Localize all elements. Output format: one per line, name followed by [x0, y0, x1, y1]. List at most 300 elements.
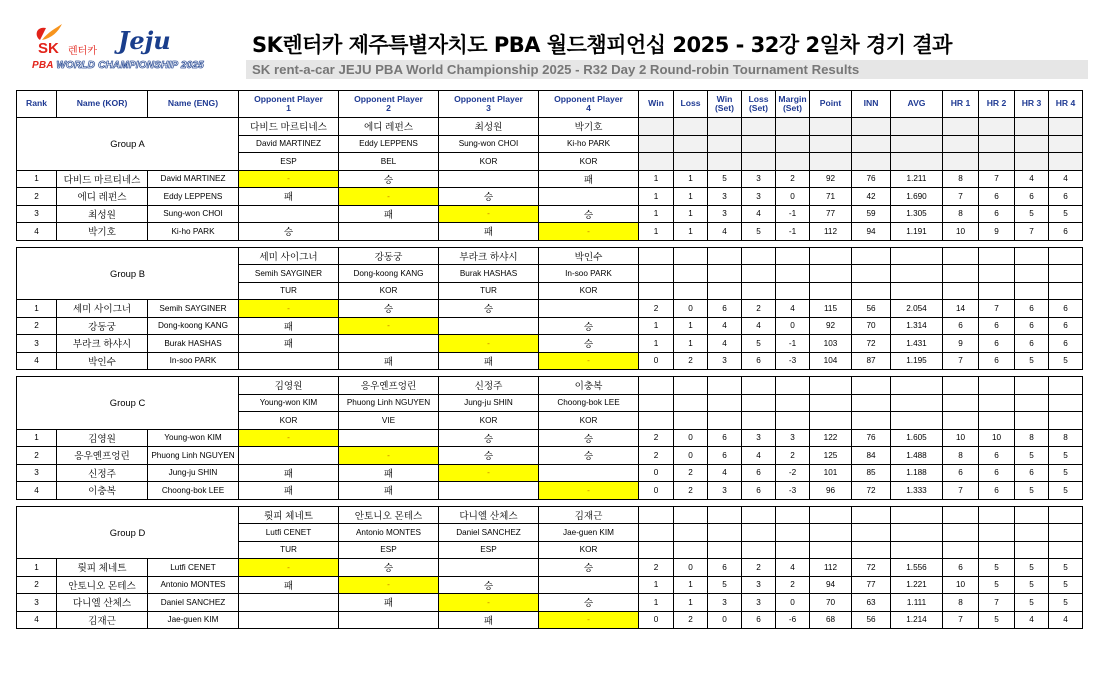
empty-cell	[852, 135, 891, 153]
player-name-kor: 박기호	[57, 223, 148, 241]
table-row	[17, 205, 1083, 223]
loss-set-cell: 3	[742, 170, 776, 188]
match-result	[439, 170, 539, 188]
hr4-cell: 6	[1049, 317, 1083, 335]
header-point: Point	[810, 91, 852, 118]
table-row	[17, 335, 1083, 353]
empty-cell	[891, 377, 943, 395]
opponent-opp-nat: KOR	[539, 412, 639, 430]
empty-cell	[708, 265, 742, 283]
empty-cell	[776, 282, 810, 300]
hr3-cell: 5	[1015, 447, 1049, 465]
rank-cell: 4	[17, 223, 57, 241]
rank-cell: 3	[17, 594, 57, 612]
loss-cell: 1	[674, 335, 708, 353]
loss-set-cell: 2	[742, 559, 776, 577]
opponent-opp-kor: 최성원	[439, 118, 539, 136]
empty-cell	[810, 247, 852, 265]
match-result	[439, 317, 539, 335]
win-set-cell: 4	[708, 223, 742, 241]
opponent-opp-eng: Jung-ju SHIN	[439, 394, 539, 412]
empty-cell	[742, 377, 776, 395]
player-name-kor: 김영원	[57, 429, 148, 447]
rank-cell: 4	[17, 352, 57, 370]
loss-set-cell: 3	[742, 429, 776, 447]
hr3-cell: 5	[1015, 594, 1049, 612]
opponent-opp-kor: 응우옌프엉린	[339, 377, 439, 395]
loss-cell: 0	[674, 559, 708, 577]
rank-cell: 1	[17, 170, 57, 188]
loss-cell: 0	[674, 300, 708, 318]
empty-cell	[708, 394, 742, 412]
loss-set-cell: 5	[742, 223, 776, 241]
empty-cell	[708, 377, 742, 395]
rank-cell: 2	[17, 188, 57, 206]
hr2-cell: 6	[979, 317, 1015, 335]
empty-cell	[776, 118, 810, 136]
margin-cell: 0	[776, 188, 810, 206]
empty-cell	[891, 541, 943, 559]
hr2-cell: 6	[979, 447, 1015, 465]
hr1-cell: 6	[943, 317, 979, 335]
player-name-eng: In-soo PARK	[148, 352, 239, 370]
empty-cell	[639, 541, 674, 559]
win-set-cell: 5	[708, 576, 742, 594]
loss-cell: 0	[674, 429, 708, 447]
match-result: 승	[439, 188, 539, 206]
hr3-cell: 5	[1015, 559, 1049, 577]
hr2-cell: 6	[979, 335, 1015, 353]
opponent-opp-nat: KOR	[539, 541, 639, 559]
empty-cell	[776, 377, 810, 395]
loss-set-cell: 4	[742, 447, 776, 465]
hr3-cell: 7	[1015, 223, 1049, 241]
inn-cell: 85	[852, 464, 891, 482]
opponent-opp-kor: 이충복	[539, 377, 639, 395]
win-set-cell: 4	[708, 317, 742, 335]
player-name-kor: 응우옌프엉린	[57, 447, 148, 465]
hr2-cell: 6	[979, 205, 1015, 223]
player-name-kor: 부라크 하샤시	[57, 335, 148, 353]
win-cell: 2	[639, 429, 674, 447]
empty-cell	[891, 247, 943, 265]
loss-cell: 2	[674, 464, 708, 482]
player-name-eng: Burak HASHAS	[148, 335, 239, 353]
match-result: 패	[239, 576, 339, 594]
empty-cell	[891, 394, 943, 412]
empty-cell	[708, 118, 742, 136]
point-cell: 122	[810, 429, 852, 447]
win-cell: 1	[639, 223, 674, 241]
opponent-opp-nat: KOR	[439, 412, 539, 430]
loss-cell: 1	[674, 576, 708, 594]
loss-cell: 1	[674, 317, 708, 335]
loss-cell: 2	[674, 482, 708, 500]
empty-cell	[708, 412, 742, 430]
header-loss: Loss	[674, 91, 708, 118]
opponent-opp-eng: Burak HASHAS	[439, 265, 539, 283]
hr3-cell: 6	[1015, 188, 1049, 206]
point-cell: 92	[810, 170, 852, 188]
empty-cell	[943, 247, 979, 265]
loss-set-cell: 6	[742, 482, 776, 500]
empty-cell	[674, 135, 708, 153]
logo-rent: 렌터카	[68, 46, 97, 57]
empty-cell	[639, 506, 674, 524]
rank-cell: 4	[17, 482, 57, 500]
empty-cell	[891, 265, 943, 283]
loss-set-cell: 4	[742, 205, 776, 223]
match-result	[539, 300, 639, 318]
inn-cell: 87	[852, 352, 891, 370]
header-hr3: HR 3	[1015, 91, 1049, 118]
empty-cell	[810, 135, 852, 153]
match-result	[339, 429, 439, 447]
point-cell: 77	[810, 205, 852, 223]
empty-cell	[1049, 524, 1083, 542]
empty-cell	[776, 394, 810, 412]
group-label: Group C	[17, 377, 239, 430]
inn-cell: 72	[852, 559, 891, 577]
empty-cell	[674, 247, 708, 265]
hr3-cell: 8	[1015, 429, 1049, 447]
empty-cell	[810, 118, 852, 136]
opponent-opp-nat: TUR	[239, 282, 339, 300]
player-name-eng: Young-won KIM	[148, 429, 239, 447]
opponent-opp-eng: Ki-ho PARK	[539, 135, 639, 153]
match-result: -	[339, 317, 439, 335]
avg-cell: 1.305	[891, 205, 943, 223]
table-row	[17, 482, 1083, 500]
match-result: 패	[439, 223, 539, 241]
empty-cell	[776, 506, 810, 524]
opponent-opp-kor: 륏피 체네트	[239, 506, 339, 524]
table-row	[17, 352, 1083, 370]
rank-cell: 1	[17, 300, 57, 318]
header-win-set: Win (Set)	[708, 91, 742, 118]
margin-cell: 2	[776, 170, 810, 188]
header-win: Win	[639, 91, 674, 118]
header-hr1: HR 1	[943, 91, 979, 118]
opponent-opp-eng: David MARTINEZ	[239, 135, 339, 153]
empty-cell	[943, 135, 979, 153]
empty-cell	[639, 412, 674, 430]
group-opponent-row	[17, 377, 1083, 395]
empty-cell	[708, 247, 742, 265]
match-result: -	[439, 594, 539, 612]
win-set-cell: 3	[708, 205, 742, 223]
opponent-opp-eng: Young-won KIM	[239, 394, 339, 412]
empty-cell	[810, 541, 852, 559]
win-cell: 2	[639, 447, 674, 465]
match-result: 패	[239, 464, 339, 482]
empty-cell	[1049, 394, 1083, 412]
table-row	[17, 223, 1083, 241]
empty-cell	[674, 412, 708, 430]
empty-cell	[852, 282, 891, 300]
player-name-kor: 세미 사이그너	[57, 300, 148, 318]
point-cell: 125	[810, 447, 852, 465]
win-cell: 0	[639, 464, 674, 482]
match-result: 승	[539, 429, 639, 447]
player-name-eng: Semih SAYGINER	[148, 300, 239, 318]
loss-set-cell: 3	[742, 576, 776, 594]
inn-cell: 70	[852, 317, 891, 335]
player-name-kor: 이충복	[57, 482, 148, 500]
rank-cell: 1	[17, 559, 57, 577]
empty-cell	[742, 506, 776, 524]
empty-cell	[674, 265, 708, 283]
empty-cell	[943, 506, 979, 524]
header-name-kor: Name (KOR)	[57, 91, 148, 118]
player-name-kor: 김재근	[57, 611, 148, 629]
table-row	[17, 188, 1083, 206]
empty-cell	[776, 153, 810, 171]
empty-cell	[1049, 247, 1083, 265]
hr4-cell: 5	[1049, 464, 1083, 482]
empty-cell	[810, 524, 852, 542]
loss-set-cell: 6	[742, 464, 776, 482]
loss-cell: 1	[674, 188, 708, 206]
empty-cell	[742, 412, 776, 430]
rank-cell: 2	[17, 576, 57, 594]
empty-cell	[1049, 412, 1083, 430]
match-result: -	[539, 223, 639, 241]
margin-cell: 2	[776, 576, 810, 594]
header-loss-set: Loss (Set)	[742, 91, 776, 118]
empty-cell	[639, 135, 674, 153]
empty-cell	[1049, 153, 1083, 171]
hr3-cell: 4	[1015, 170, 1049, 188]
match-result: 패	[239, 482, 339, 500]
match-result	[239, 352, 339, 370]
margin-cell: 4	[776, 300, 810, 318]
win-cell: 1	[639, 594, 674, 612]
opponent-opp-eng: Antonio MONTES	[339, 524, 439, 542]
inn-cell: 72	[852, 335, 891, 353]
avg-cell: 1.211	[891, 170, 943, 188]
rank-cell: 3	[17, 464, 57, 482]
hr4-cell: 6	[1049, 188, 1083, 206]
empty-cell	[1015, 282, 1049, 300]
empty-cell	[891, 135, 943, 153]
match-result: 승	[339, 170, 439, 188]
match-result: 승	[339, 300, 439, 318]
hr2-cell: 7	[979, 170, 1015, 188]
empty-cell	[639, 247, 674, 265]
logo-sk: SK	[38, 40, 59, 57]
opponent-opp-nat: ESP	[339, 541, 439, 559]
match-result: 패	[339, 482, 439, 500]
rank-cell: 3	[17, 335, 57, 353]
opponent-opp-nat: KOR	[539, 282, 639, 300]
empty-cell	[979, 282, 1015, 300]
point-cell: 115	[810, 300, 852, 318]
hr3-cell: 5	[1015, 205, 1049, 223]
avg-cell: 1.221	[891, 576, 943, 594]
match-result: 패	[339, 205, 439, 223]
empty-cell	[1049, 541, 1083, 559]
empty-cell	[979, 412, 1015, 430]
avg-cell: 1.188	[891, 464, 943, 482]
opponent-opp-eng: Dong-koong KANG	[339, 265, 439, 283]
match-result	[239, 611, 339, 629]
rank-cell: 1	[17, 429, 57, 447]
header-opp3: Opponent Player 3	[439, 91, 539, 118]
match-result: 승	[539, 335, 639, 353]
logo-pba-wc: PBA WORLD CHAMPIONSHIP 2025	[32, 60, 204, 71]
win-set-cell: 5	[708, 170, 742, 188]
empty-cell	[943, 118, 979, 136]
empty-cell	[742, 394, 776, 412]
empty-cell	[776, 265, 810, 283]
win-cell: 1	[639, 335, 674, 353]
hr2-cell: 5	[979, 576, 1015, 594]
hr1-cell: 8	[943, 205, 979, 223]
table-row	[17, 300, 1083, 318]
empty-cell	[852, 541, 891, 559]
hr1-cell: 7	[943, 611, 979, 629]
margin-cell: -3	[776, 482, 810, 500]
empty-cell	[708, 524, 742, 542]
player-name-kor: 안토니오 몬테스	[57, 576, 148, 594]
empty-cell	[1015, 247, 1049, 265]
header-rank: Rank	[17, 91, 57, 118]
opponent-opp-eng: Eddy LEPPENS	[339, 135, 439, 153]
opponent-opp-kor: 다비드 마르티네스	[239, 118, 339, 136]
page-subtitle: SK rent-a-car JEJU PBA World Championship 2025 - R32 Day 2 Round-robin Tournament Results	[246, 60, 1088, 79]
hr1-cell: 7	[943, 482, 979, 500]
hr1-cell: 10	[943, 429, 979, 447]
empty-cell	[674, 506, 708, 524]
hr2-cell: 6	[979, 352, 1015, 370]
player-name-eng: Choong-bok LEE	[148, 482, 239, 500]
match-result: 승	[439, 429, 539, 447]
margin-cell: -1	[776, 335, 810, 353]
match-result	[439, 559, 539, 577]
match-result: 패	[339, 464, 439, 482]
match-result: 패	[439, 352, 539, 370]
empty-cell	[708, 135, 742, 153]
empty-cell	[979, 118, 1015, 136]
player-name-eng: Jung-ju SHIN	[148, 464, 239, 482]
hr4-cell: 5	[1049, 559, 1083, 577]
hr4-cell: 5	[1049, 352, 1083, 370]
match-result	[339, 223, 439, 241]
match-result	[239, 447, 339, 465]
inn-cell: 94	[852, 223, 891, 241]
match-result: -	[539, 352, 639, 370]
hr2-cell: 6	[979, 482, 1015, 500]
page-title: SK렌터카 제주특별자치도 PBA 월드챔피언십 2025 - 32강 2일차 경기 결과	[252, 33, 952, 57]
table-row	[17, 447, 1083, 465]
empty-cell	[852, 506, 891, 524]
empty-cell	[979, 377, 1015, 395]
win-set-cell: 3	[708, 594, 742, 612]
hr1-cell: 10	[943, 576, 979, 594]
hr2-cell: 5	[979, 559, 1015, 577]
avg-cell: 1.556	[891, 559, 943, 577]
hr3-cell: 5	[1015, 576, 1049, 594]
player-name-eng: Sung-won CHOI	[148, 205, 239, 223]
table-row	[17, 429, 1083, 447]
win-cell: 1	[639, 170, 674, 188]
empty-cell	[1015, 118, 1049, 136]
win-set-cell: 4	[708, 464, 742, 482]
match-result	[239, 205, 339, 223]
empty-cell	[639, 394, 674, 412]
player-name-eng: David MARTINEZ	[148, 170, 239, 188]
rank-cell: 3	[17, 205, 57, 223]
empty-cell	[852, 394, 891, 412]
margin-cell: -6	[776, 611, 810, 629]
opponent-opp-eng: Sung-won CHOI	[439, 135, 539, 153]
hr4-cell: 5	[1049, 447, 1083, 465]
empty-cell	[979, 265, 1015, 283]
match-result: 승	[539, 447, 639, 465]
margin-cell: 0	[776, 594, 810, 612]
empty-cell	[639, 118, 674, 136]
avg-cell: 1.431	[891, 335, 943, 353]
player-name-eng: Antonio MONTES	[148, 576, 239, 594]
avg-cell: 1.314	[891, 317, 943, 335]
opponent-opp-kor: 박인수	[539, 247, 639, 265]
margin-cell: 4	[776, 559, 810, 577]
opponent-opp-eng: In-soo PARK	[539, 265, 639, 283]
empty-cell	[891, 153, 943, 171]
hr1-cell: 9	[943, 335, 979, 353]
player-name-eng: Jae-guen KIM	[148, 611, 239, 629]
hr1-cell: 8	[943, 594, 979, 612]
match-result: 패	[339, 594, 439, 612]
empty-cell	[810, 412, 852, 430]
player-name-eng: Phuong Linh NGUYEN	[148, 447, 239, 465]
empty-cell	[943, 282, 979, 300]
empty-cell	[1015, 412, 1049, 430]
hr3-cell: 4	[1015, 611, 1049, 629]
match-result: -	[439, 335, 539, 353]
empty-cell	[891, 506, 943, 524]
group-spacer	[17, 240, 1083, 247]
opponent-opp-eng: Jae-guen KIM	[539, 524, 639, 542]
empty-cell	[1049, 377, 1083, 395]
margin-cell: -1	[776, 223, 810, 241]
hr1-cell: 8	[943, 170, 979, 188]
hr4-cell: 6	[1049, 223, 1083, 241]
empty-cell	[943, 153, 979, 171]
opponent-opp-eng: Choong-bok LEE	[539, 394, 639, 412]
match-result: 승	[239, 223, 339, 241]
logo-jeju: Jeju	[118, 26, 171, 55]
win-set-cell: 3	[708, 482, 742, 500]
win-set-cell: 0	[708, 611, 742, 629]
opponent-opp-nat: BEL	[339, 153, 439, 171]
match-result: -	[539, 611, 639, 629]
win-cell: 1	[639, 576, 674, 594]
hr2-cell: 6	[979, 464, 1015, 482]
header-hr2: HR 2	[979, 91, 1015, 118]
match-result: -	[239, 429, 339, 447]
opponent-opp-kor: 안토니오 몬테스	[339, 506, 439, 524]
inn-cell: 56	[852, 611, 891, 629]
empty-cell	[891, 282, 943, 300]
inn-cell: 56	[852, 300, 891, 318]
match-result: -	[339, 576, 439, 594]
empty-cell	[639, 265, 674, 283]
header-hr4: HR 4	[1049, 91, 1083, 118]
empty-cell	[1049, 506, 1083, 524]
empty-cell	[1049, 282, 1083, 300]
